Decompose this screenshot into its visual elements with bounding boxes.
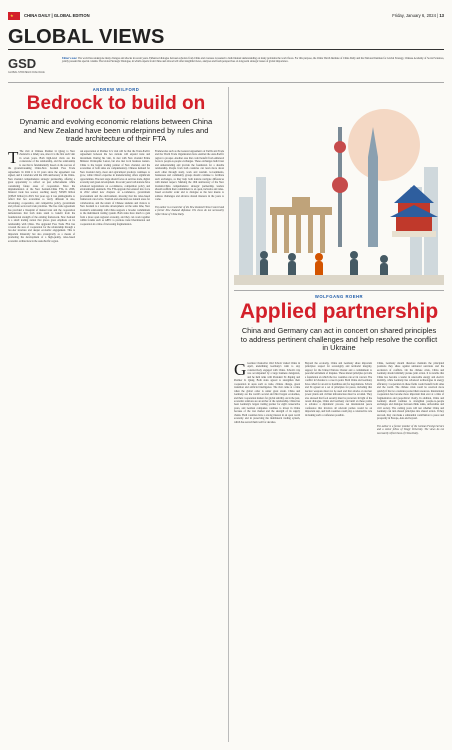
divider <box>234 290 444 291</box>
article1-column-2: An expectation of Premier Li's visit will be that the Trans-Pacific Agreement between the two nations will expand trade and investment. During his visit, Li met with New Zealand Prime Minister Christopher Luxon, but also met local business leaders. China is the largest trading partner of New Zealand, and the economies of both sides are complementary. Chinese demand for New Zealand dairy, meat and agricultural products continues to grow, while China's expertise in manufacturing offers significant opportunities. The next stage should focus on services trade, digital economy and green development. In recent years both nations have advanced negotiations on e-commerce, competition policy and environmental standards. The FTA upgrade that entered into force in 2022 added new chapters on e-commerce, government procurement and the environment, showing that the rules-based framework can evolve. Tourism and education are natural areas for collaboration, and the return of Chinese students and visitors to New Zealand is a welcome development. At the same time, New Zealand's relationship with China supports a broader commitment to the multilateral trading system. Both sides have much to gain from a more open regional economy, and they can work together within forums such as APEC to promote trade liberalization and cooperation in a time of increasing fragmentation. <box>80 150 150 226</box>
gsd-logo: GSD GLOBAL STRATEGIC DIALOGUE <box>8 56 45 74</box>
editors-note: Editor's note: The world has undergone many changes and shocks in recent years. Enhanced dialogue between scholars from China and overseas is needed to build mutual understanding on many problems the world faces. For this purpose, the China Watch Institute of China Daily and the National Institute for Global Strategy, Chinese Academy of Social Sciences, jointly present this special column. The Global Strategic Dialogue, in which experts from China and abroad will offer insightful views, analyses and fresh perspectives on long-term strategic issues of global importance. <box>62 57 444 64</box>
date-page: Friday, January 6, 2024 | 13 <box>392 13 444 18</box>
article2-column-3: China, Germany should therefore maintain the principled positions they share against unilateral sanctions and the escalation of conflicts. On the climate crisis, China and Germany should similarly pursue joint action. It is notable that China has become a leader in renewable energy and electric mobility, while Germany has advanced technologies in energy efficiency. Cooperation in these fields would benefit both sides and the world. The climate crisis could be resolved more quickly if the two countries pooled their resources. International cooperation has become more important than ever at a time of fragmentation and geopolitical rivalry. In addition, China and Germany should continue to strengthen people-to-people exchanges and dialogue between think tanks, universities and civil society. The coming years will test whether China and Germany can turn shared principles into shared action. If they succeed, they can make a substantial contribution to peace and prosperity in Europe, Asia and beyond. The author is a former member of the German Foreign Service and a senior fellow of Tongji University. The views do not necessarily reflect those of China Daily. <box>377 362 444 435</box>
article1-deck: Dynamic and evolving economic relations between China and New Zealand have been underpinned by rules and trade architecture of their FTA <box>19 117 213 144</box>
article1-column-3: Frameworks such as the General Agreement on Tariffs and Trade and the World Trade Organization have enabled the Asia-Pacific region to prosper. Another area that could benefit from enhanced focus is people-to-people exchanges. These exchanges build trust and understanding and provide the foundation for a durable relationship. People from both countries can learn more about each other through study, work and tourism. Governments, businesses and community groups should continue to facilitate such exchanges, as they help both nations navigate differences with mutual respect. Marking the 10th anniversary of the New Zealand-China comprehensive strategic partnership, leaders should reaffirm their commitment to an open, inclusive and rules-based economic order and to dialogue as the best means to address challenges and advance shared interests in the years to come. The author is a researcher of the New Zealand China Council and a former New Zealand diplomat. The views do not necessarily reflect those of China Daily. <box>155 150 224 216</box>
article1-author: ANDREW WILFORD <box>92 87 140 92</box>
article1-headline: Bedrock to build on <box>26 93 206 114</box>
article1-bio: The author is a researcher of the New Zealand China Council and a former New Zealand diplomat. The views do not necessarily reflect those of China Daily. <box>155 205 224 216</box>
column-divider <box>228 87 229 742</box>
dropcap: G <box>234 362 247 379</box>
divider <box>8 49 444 50</box>
china-daily-flag-icon: ★ <box>8 12 20 20</box>
article2-column-2: Beyond the economy, China and Germany share important principles: respect for sovereignty and territorial integrity, support for the United Nations Charter and a commitment to peaceful settlement of disputes. These shared principles provide a foundation on which the two countries can act in concert. The conflict in Ukraine is a case in point. Both China and Germany have called for an end to hostilities and for negotiations. Scholz and Xi agreed on a set of principles for peace, including that nuclear weapons must not be used and that attacks on nuclear power plants and civilian infrastructure must be avoided. They also stressed that food security must be protected. In light of the recent dialogue, China and Germany can build on these points to advance a diplomatic process. An international peace conference that involves all relevant parties would be an important step, and both countries could play a constructive role in making such a conference possible. <box>305 362 372 417</box>
article2-bio: The author is a former member of the German Foreign Service and a senior fellow of Tongji University. The views do not necessarily reflect those of China Daily. <box>377 424 444 435</box>
article2-deck: China and Germany can act in concert on shared principles to address pertinent challenges and help resolve the conflict in Ukraine <box>240 326 438 353</box>
article2-author: WOLFGANG ROEHR <box>314 294 364 299</box>
dropcap: T <box>8 150 19 167</box>
page-header <box>8 12 444 20</box>
article1-column-1: T The visit of Chinese Premier Li Qiang to New Zealand is a timely one, since it is the first such visit in seven years. Both high-level visits are the cornerstone of the relationship, and the relationship is one that is fundamentally based on the success of the ground-breaking China-New Zealand Free Trade Agreement. In 2024 it is 16 years since the agreement was signed, and it coincides with the 10th anniversary of the China-New Zealand comprehensive strategic partnership, offering a great opportunity to reflect on past achievements while considering future areas of cooperation. Since the implementation of the New Zealand-China FTA in 2008, bilateral trade has soared, reaching nearly NZ$38 billion (US$23 billion) in 2023. Ten years ago it was unimaginable to reflect that two economies so vastly different in size, developing, cooperative, and competitive policy, government and private sector-led trade priorities. The free trade agreement has provided a blueprint of mutual trust and the cooperation demonstrates that both sides stand to benefit from the foundational strength of the existing framework. New Zealand is a small trading nation that places great emphasis on its relationship with China. The upgraded Free Trade FTA has covered the area of cooperation for the relationship through a two-tier structure and deeper economic engagement. This is important bilaterally but also strategically as a means of promoting the development of a high-quality, rules-based economic architecture in the Asia-Pacific region. <box>8 150 75 243</box>
section-title: GLOBAL VIEWS <box>8 26 165 48</box>
article2-headline: Applied partnership <box>239 300 439 323</box>
masthead: CHINA DAILY | GLOBAL EDITION <box>24 13 90 18</box>
article2-column-1: G German Chancellor Olaf Scholz visited China in April, underlining Germany's wish to stay constructively engaged with China. Scholz's trip was accompanied by a large business delegation, and he held talks with President Xi Jinping and Premier Li Qiang. Both sides agreed to strengthen their cooperation in areas such as trade, climate change, green transition and artificial intelligence. The visit came at a time when the global order is under great strain. China and Germany are the world's second and third largest economies, and their cooperation matters for global stability. As in the past, economic relations are an anchor of the relationship. China has been Germany's largest trading partner for eight consecutive years, and German companies continue to invest in China because of the vast market and the strength of its supply chains. Both countries have a strong interest in an open world economy and in preserving the multilateral trading system, which has served them well for decades. <box>234 362 300 424</box>
illustration-landmarks <box>234 87 444 285</box>
divider <box>8 82 444 83</box>
